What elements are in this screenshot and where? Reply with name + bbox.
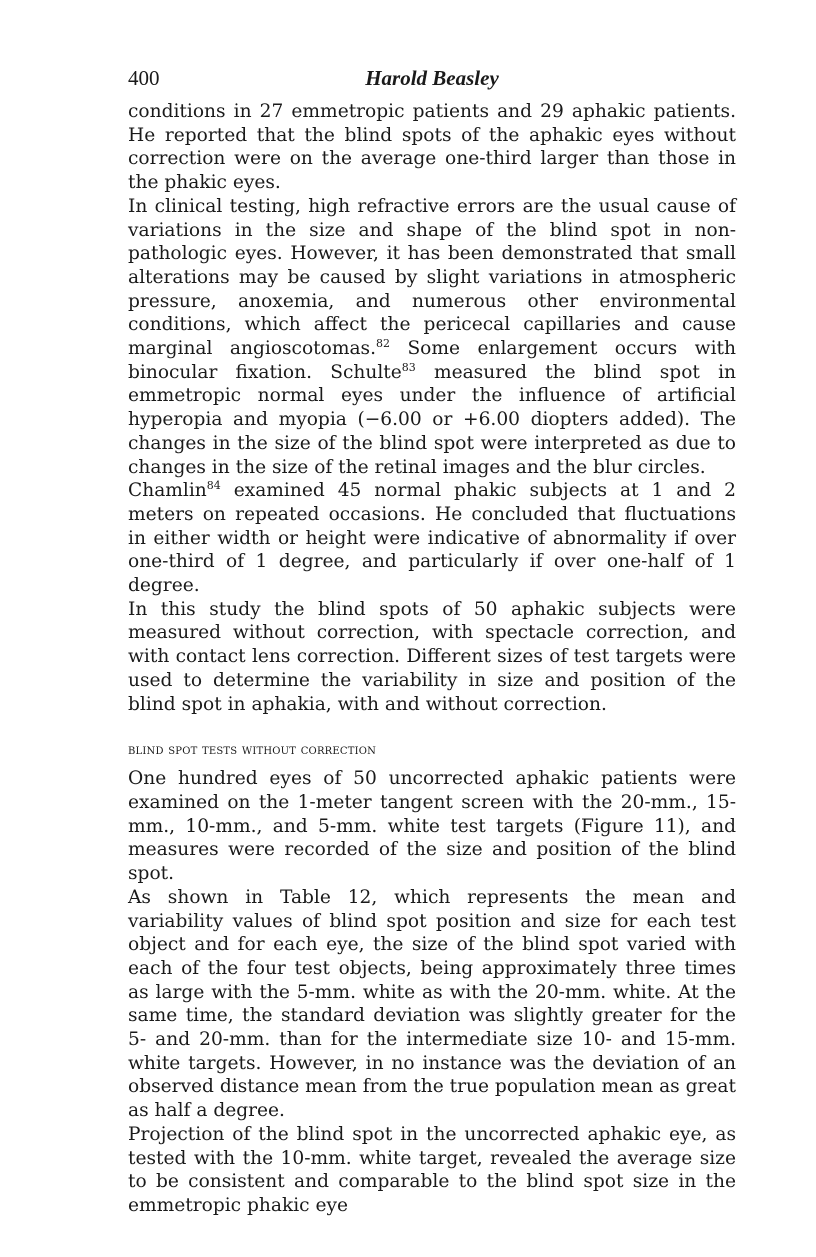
paragraph-projection: Projection of the blind spot in the uncorrected aphakic eye, as tested with the 10-mm. white target, revealed the average size to be consistent and comparable to the blind spot size in the emmetropic phakic eye — [128, 1123, 736, 1216]
section-heading: blind spot tests without correction — [128, 742, 377, 759]
paragraph-continued: conditions in 27 emmetropic patients and 29 aphakic patients. He reported that the blind spots of the aphakic eyes without correction were on the average one-third larger than those in the phakic eyes. — [128, 101, 736, 194]
paragraph-table-12: As shown in Table 12, which represents the mean and variability values of blind spot position and size for each test object and for each eye, the size of the blind spot varied with each of the four test objects, being approximately three times as large with the 5-mm. white as with the 20-mm. white. At the same time, the standard deviation was slightly greater for the 5- and 20-mm. than for the intermediate size 10- and 15-mm. white targets. However, in no instance was the deviation of an observed distance mean from the true population mean as great as half a degree. — [128, 886, 736, 1122]
paragraph-one-hundred-eyes: One hundred eyes of 50 uncorrected aphakic patients were examined on the 1-meter tangent screen with the 20-mm., 15-mm., 10-mm., and 5-mm. white test targets (Figure 11), and measures were recorded of the size and position of the blind spot. — [128, 768, 736, 885]
paragraph-clinical-testing: In clinical testing, high refractive errors are the usual cause of variations in the size and shape of the blind spot in non-pathologic eyes. However, it has been demonstrated that small alterations may be caused by slight variations in atmospheric pressure, anoxemia, and numerous other environmental conditions, which affect the pericecal capillaries and cause marginal angioscotomas.$^{82}$ Some enlargement occurs with binocular fixation. Schulte$^{83}$ measured the blind spot in emmetropic normal eyes under the influence of artificial hyperopia and myopia (−6.00 or +6.00 diopters added). The changes in the size of the blind spot were interpreted as due to changes in the size of the retinal images and the blur circles. — [128, 195, 736, 478]
reference-82: 82 — [376, 337, 390, 351]
paragraph-chamlin: Chamlin$^{84}$ examined 45 normal phakic subjects at 1 and 2 meters on repeated occasions. He concluded that fluctuations in either width or height were indicative of abnormality if over one-third of 1 degree, and particularly if over one-half of 1 degree. — [128, 479, 736, 597]
page-number: 400 — [128, 66, 160, 90]
document-page — [128, 64, 736, 1218]
page-header — [128, 64, 736, 100]
running-title: Harold Beasley — [365, 66, 499, 90]
reference-84: 84 — [206, 479, 221, 493]
reference-83: 83 — [401, 360, 416, 374]
paragraph-this-study: In this study the blind spots of 50 aphakic subjects were measured without correction, with spectacle correction, and with contact lens correction. Different sizes of test targets were used to determine the variability in size and position of the blind spot in aphakia, with and without correction. — [128, 598, 736, 715]
